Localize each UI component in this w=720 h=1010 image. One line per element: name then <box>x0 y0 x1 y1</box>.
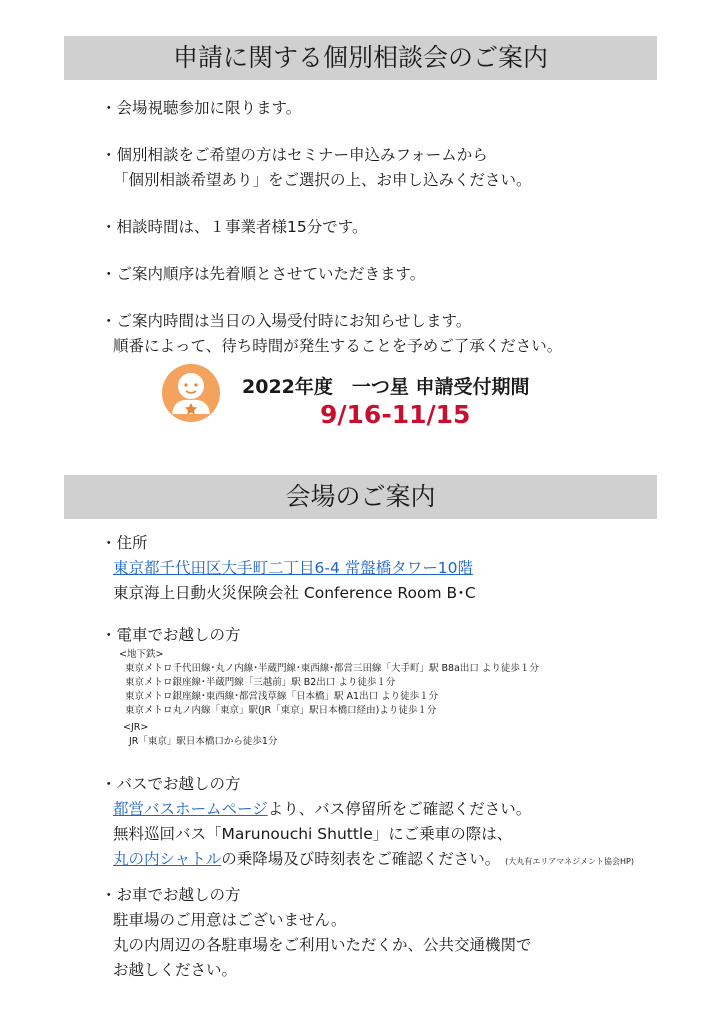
address-block <box>101 531 476 606</box>
jr-route: JR「東京」駅日本橋口から徒歩1分 <box>129 736 278 747</box>
car-heading: ・お車でお越しの方 <box>101 886 241 904</box>
note-item: ・ご案内時間は当日の入場受付時にお知らせします。 <box>101 312 472 330</box>
shuttle-text: 無料巡回バス「Marunouchi Shuttle」にご乗車の際は、 <box>113 825 513 843</box>
marunouchi-shuttle-link[interactable]: 丸の内シャトル <box>113 850 222 868</box>
consultation-notes <box>101 96 562 359</box>
bus-line3-text: の乗降場及び時刻表をご確認ください。 <box>221 850 501 868</box>
car-note: 丸の内周辺の各駐車場をご利用いただくか、公共交通機関で <box>113 936 532 954</box>
star-mascot-icon <box>160 362 222 424</box>
subway-route: 東京メトロ銀座線･半蔵門線「三越前」駅 B2出口 より徒歩１分 <box>125 677 396 688</box>
section1-title: 申請に関する個別相談会のご案内 <box>172 43 548 72</box>
subway-route: 東京メトロ銀座線･東西線･都営浅草線「日本橋」駅 A1出口 より徒歩１分 <box>125 691 439 702</box>
note-item: ・相談時間は、１事業者様15分です。 <box>101 218 368 236</box>
section2-title: 会場のご案内 <box>285 482 436 511</box>
subway-route: 東京メトロ丸ノ内線「東京」駅(JR「東京」駅日本橋口経由)より徒歩１分 <box>125 705 437 716</box>
note-item: ・個別相談をご希望の方はセミナー申込みフォームから <box>101 146 488 164</box>
bus-access-block <box>101 772 634 874</box>
venue-name: 東京海上日動火災保険会社 Conference Room B･C <box>113 584 476 602</box>
train-heading: ・電車でお越しの方 <box>101 626 241 644</box>
application-period <box>160 362 580 442</box>
period-title: 2022年度 一つ星 申請受付期間 <box>242 376 530 398</box>
address-heading: ・住所 <box>101 534 148 552</box>
subway-route: 東京メトロ千代田線･丸ノ内線･半蔵門線･東西線･都営三田線「大手町」駅 B8a出口 より徒歩１分 <box>125 663 539 674</box>
bus-heading: ・バスでお越しの方 <box>101 775 241 793</box>
note-item-continued: 順番によって、待ち時間が発生することを予めご了承ください。 <box>113 337 563 355</box>
jr-label: <JR> <box>123 722 149 733</box>
bus-line1-text: より、バス停留所をご確認ください。 <box>267 800 532 818</box>
car-note: 駐車場のご用意はございません。 <box>113 911 347 929</box>
note-item: ・会場視聴参加に限ります。 <box>101 99 302 117</box>
subway-label: <地下鉄> <box>119 649 164 660</box>
bus-source-note: (大丸有エリアマネジメント協会HP) <box>505 857 634 866</box>
train-access-block <box>101 623 539 749</box>
venue-guide-banner <box>64 475 657 519</box>
seminar-consultation-banner <box>64 36 657 80</box>
note-item: ・ご案内順序は先着順とさせていただきます。 <box>101 265 426 283</box>
period-dates: 9/16-11/15 <box>320 400 471 429</box>
toei-bus-link[interactable]: 都営バスホームページ <box>113 800 268 818</box>
car-note: お越しください。 <box>113 961 238 979</box>
note-item-continued: 「個別相談希望あり」をご選択の上、お申し込みください。 <box>113 171 532 189</box>
address-map-link[interactable]: 東京都千代田区大手町二丁目6-4 常盤橋タワー10階 <box>113 559 473 577</box>
car-access-block <box>101 883 532 983</box>
